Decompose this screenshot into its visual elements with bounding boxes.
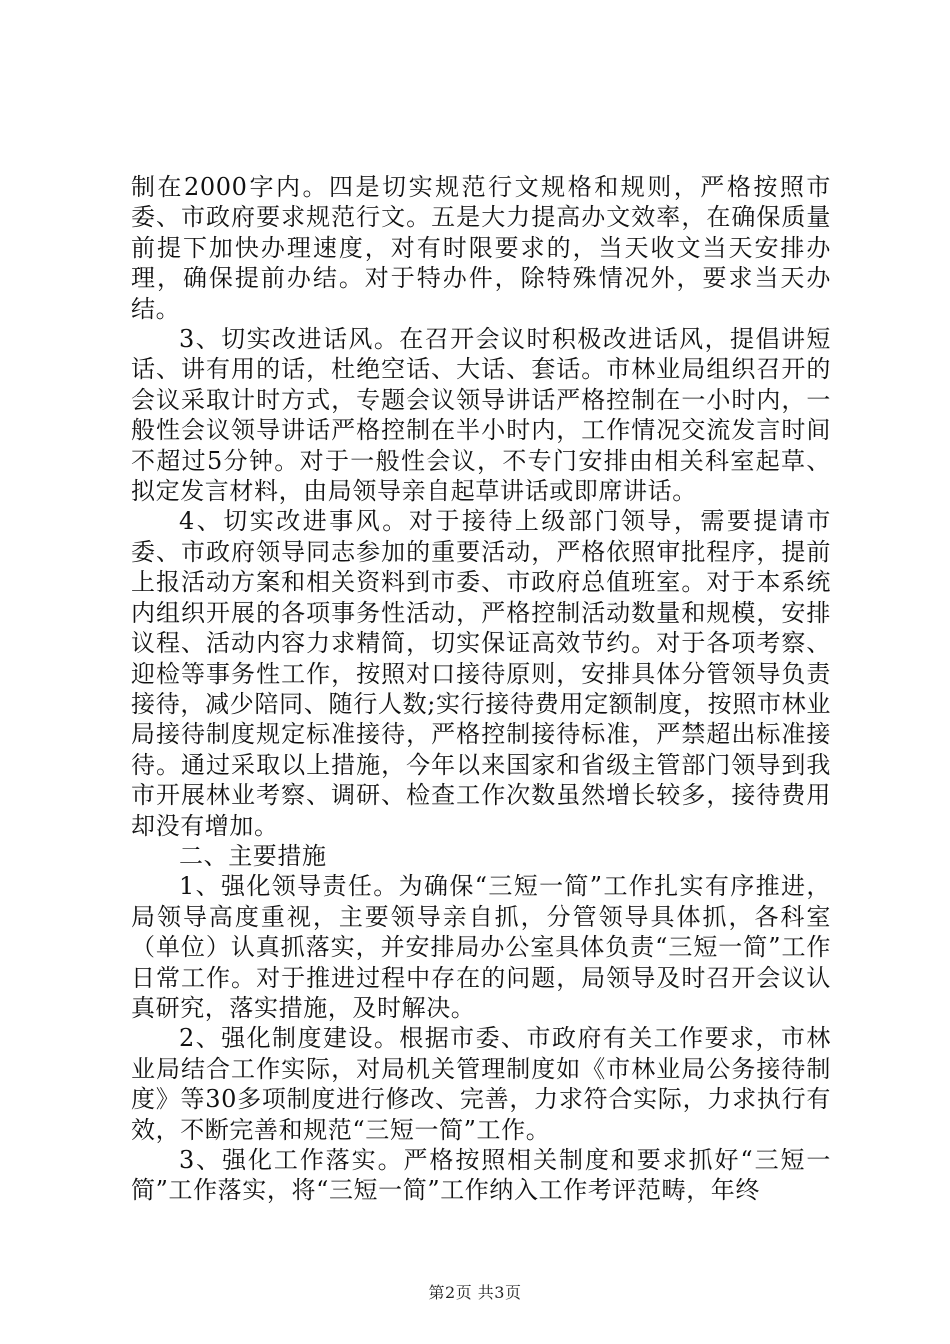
page-footer: 第2页 共3页 <box>428 1283 522 1302</box>
paragraph-system-construction: 2、强化制度建设。根据市委、市政府有关工作要求，市林业局结合工作实际，对局机关管理制度如《市林业局公务接待制度》等30多项制度进行修改、完善，力求符合实际，力求执行有效，不断完善和规范“三短一简”工作。 <box>131 1024 831 1144</box>
section-heading-main-measures: 二、主要措施 <box>179 841 327 870</box>
paragraph-continued: 制在2000字内。四是切实规范行文规格和规则，严格按照市委、市政府要求规范行文。五是大力提高办文效率，在确保质量前提下加快办理速度，对有时限要求的，当天收文当天安排办理，确保提前办结。对于特办件，除特殊情况外，要求当天办结。 <box>131 173 831 323</box>
paragraph-work-implementation: 3、强化工作落实。严格按照相关制度和要求抓好“三短一简”工作落实，将“三短一简”工作纳入工作考评范畴，年终 <box>131 1146 831 1205</box>
paragraph-improve-speech-style: 3、切实改进话风。在召开会议时积极改进话风，提倡讲短话、讲有用的话，杜绝空话、大话、套话。市林业局组织召开的会议采取计时方式，专题会议领导讲话严格控制在一小时内，一般性会议领导讲话严格控制在半小时内，工作情况交流发言时间不超过5分钟。对于一般性会议，不专门安排由相关科室起草、拟定发言材料，由局领导亲自起草讲话或即席讲话。 <box>131 325 831 506</box>
paragraph-leadership-responsibility: 1、强化领导责任。为确保“三短一简”工作扎实有序推进，局领导高度重视，主要领导亲自抓，分管领导具体抓，各科室（单位）认真抓落实，并安排局办公室具体负责“三短一简”工作日常工作。对于推进过程中存在的问题，局领导及时召开会议认真研究，落实措施，及时解决。 <box>131 872 831 1022</box>
paragraph-improve-work-style: 4、切实改进事风。对于接待上级部门领导，需要提请市委、市政府领导同志参加的重要活动，严格依照审批程序，提前上报活动方案和相关资料到市委、市政府总值班室。对于本系统内组织开展的各项事务性活动，严格控制活动数量和规模，安排议程、活动内容力求精简，切实保证高效节约。对于各项考察、迎检等事务性工作，按照对口接待原则，安排具体分管领导负责接待，减少陪同、随行人数;实行接待费用定额制度，按照市林业局接待制度规定标准接待，严格控制接待标准，严禁超出标准接待。通过采取以上措施，今年以来国家和省级主管部门领导到我市开展林业考察、调研、检查工作次数虽然增长较多，接待费用却没有增加。 <box>131 507 831 840</box>
document-body <box>131 172 831 1206</box>
